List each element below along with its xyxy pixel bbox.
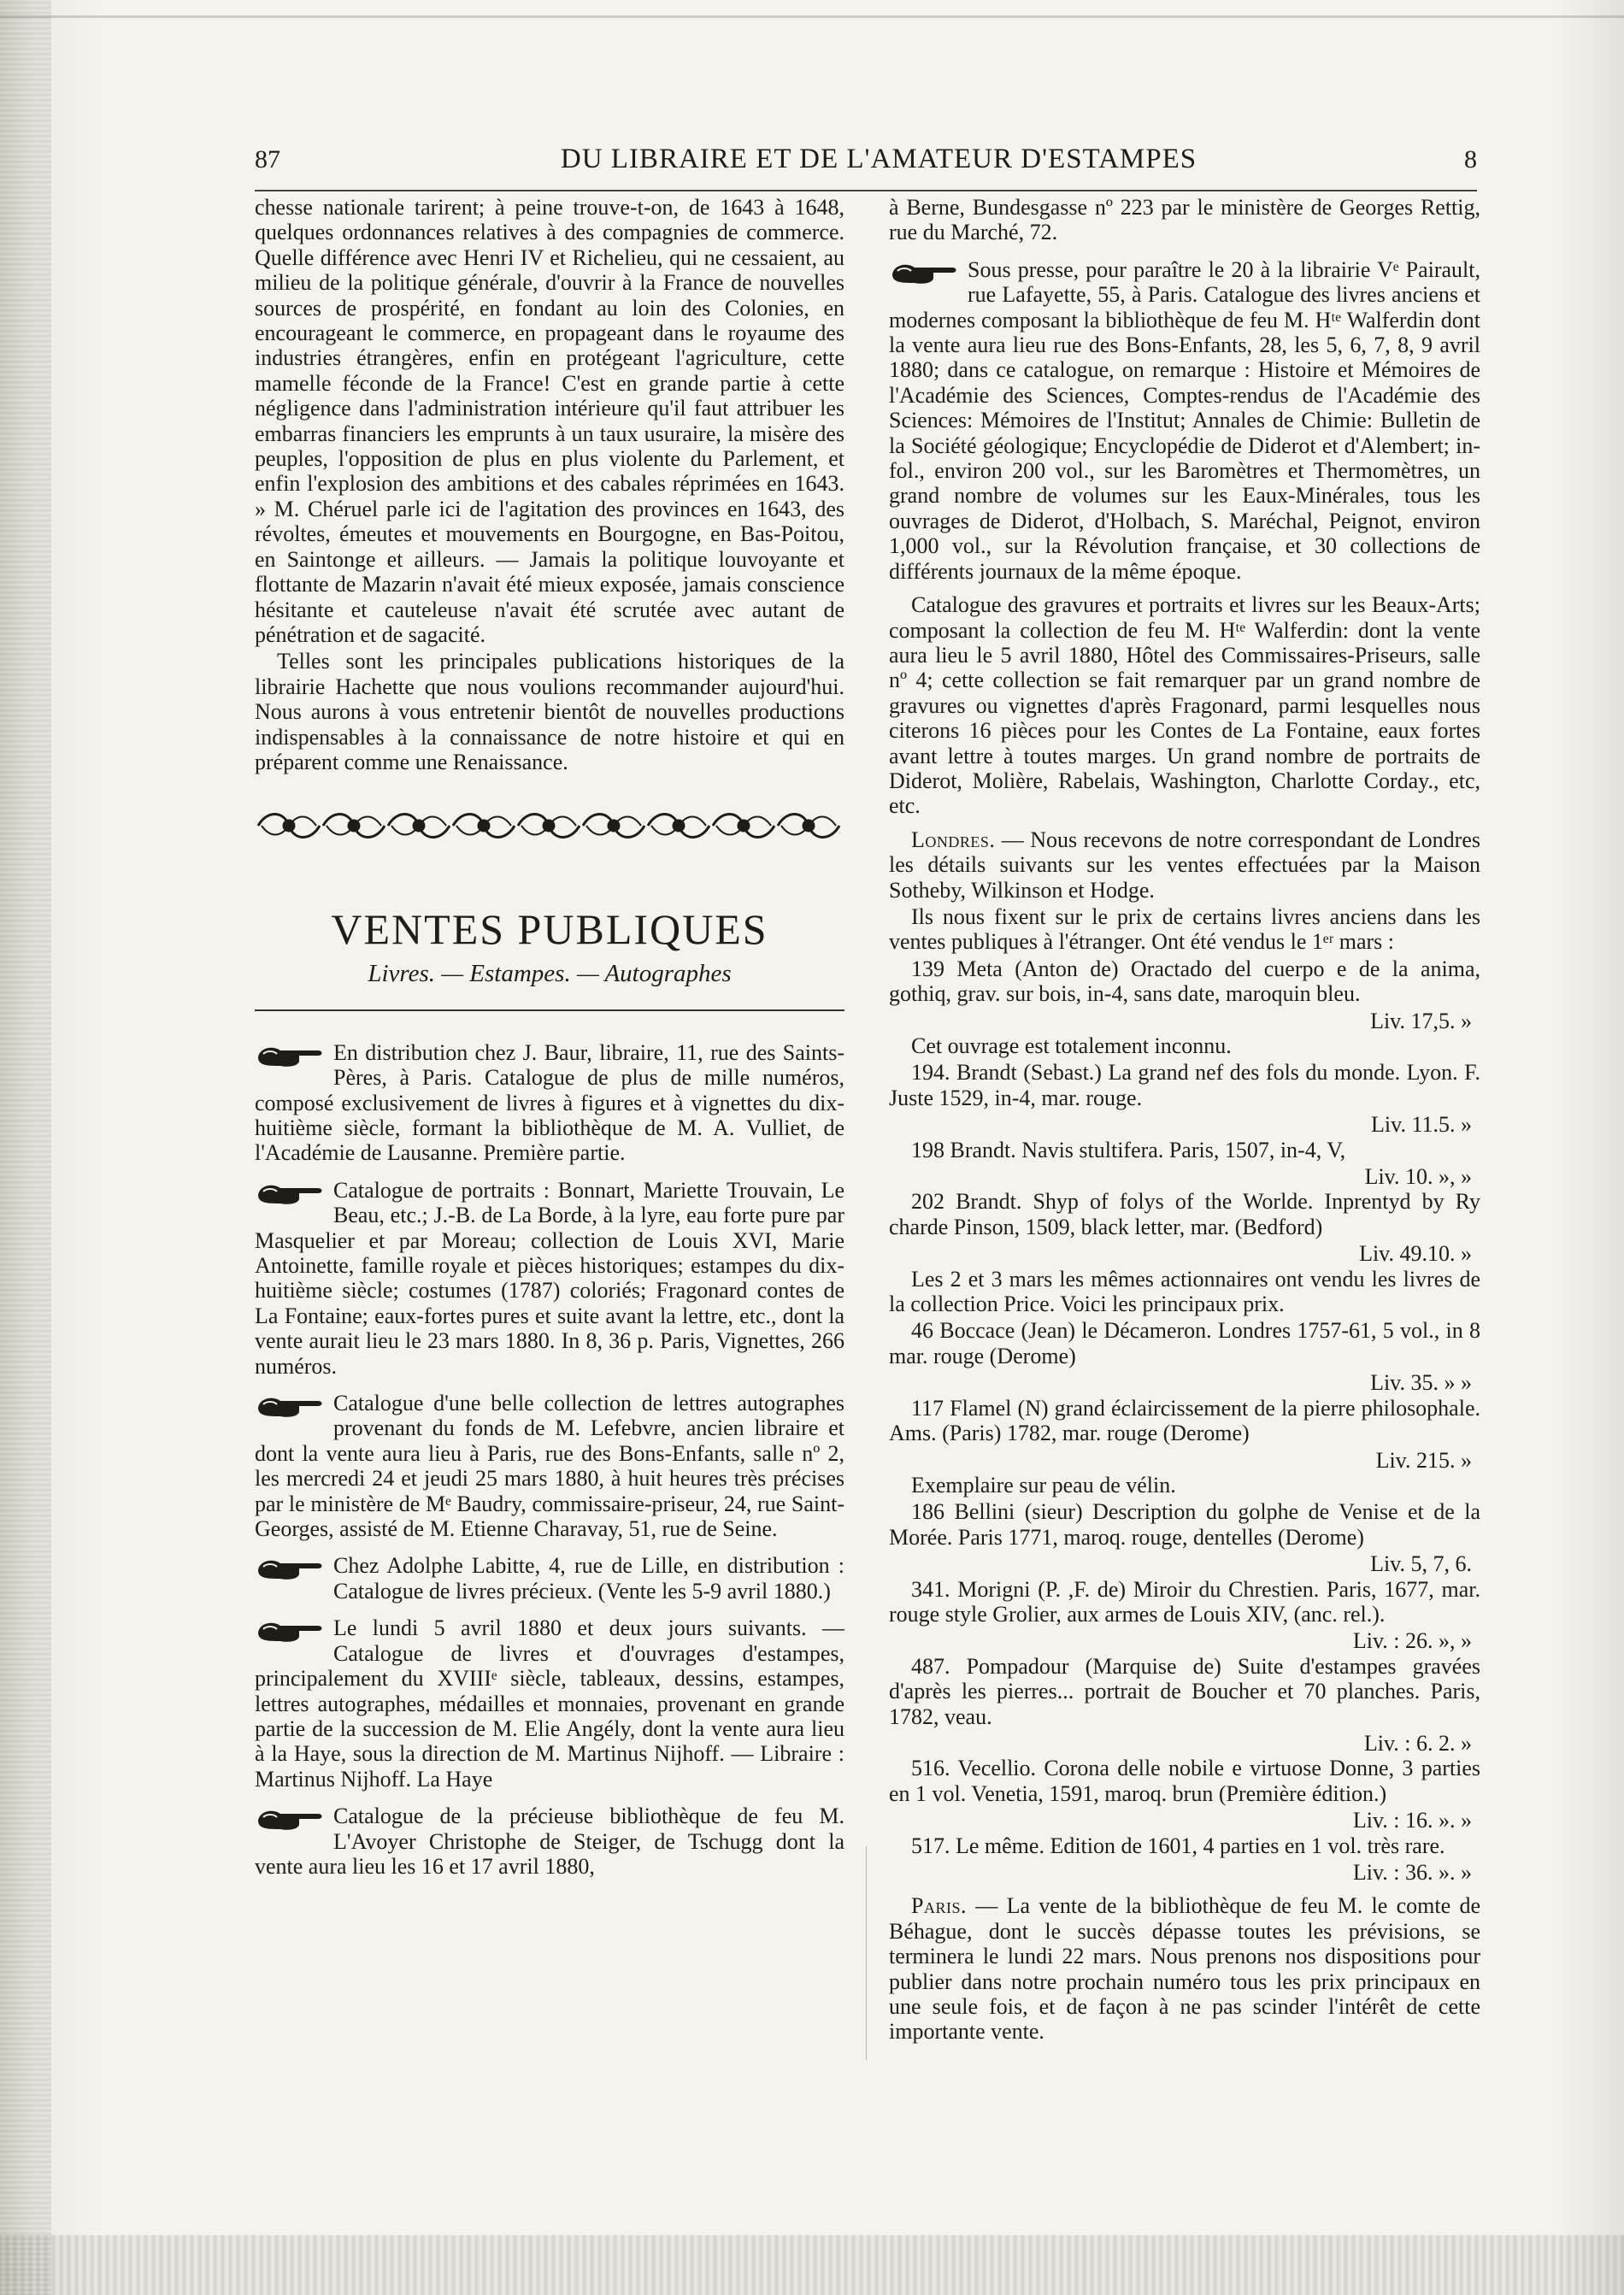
scan-edge-left	[0, 0, 51, 2295]
paragraph-paris	[889, 1893, 1480, 2044]
pointing-hand-icon	[255, 1391, 325, 1420]
lot-price: Liv. : 6. 2. »	[1363, 1730, 1472, 1756]
lot-price: Liv. 5, 7, 6.	[1370, 1551, 1472, 1577]
scan-top-line	[0, 15, 1624, 18]
pointing-hand-icon	[255, 1178, 325, 1207]
lot-price: Liv. : 26. », »	[1352, 1628, 1472, 1654]
lot-entry: 198 Brandt. Navis stultifera. Paris, 1507, in-4, V,	[911, 1137, 1346, 1162]
lot-price: Liv. 17,5. »	[1370, 1008, 1472, 1033]
sale-notice	[889, 257, 1480, 584]
decorative-scroll-band	[255, 807, 844, 844]
sale-notice	[255, 1178, 844, 1379]
paragraph: chesse nationale tarirent; à peine trouve-t-on, de 1643 à 1648, quelques ordonnances relatives à des compagnies de commerce. Quelle différence avec Henri IV et Richelieu, qui ne cessaient, au milieu de la politique générale, d'ouvrir à la France de nouvelles sources de prospérité, en fondant au loin des Colonies, en encourageant le commerce, en propageant dans le royaume des industries étrangères, enfin en protégeant l'agriculture, cette mamelle féconde de la France! C'est en grande partie à cette négligence dans l'administration intérieure qu'il faut attribuer les embarras financiers les emprunts à un taux usuraire, la misère des peuples, l'opposition de plus en plus violente du Parlement, et enfin l'explosion des ambitions et des cabales réprimées en 1643. » M. Chéruel parle ici de l'agitation des provinces en 1643, des révoltes, émeutes et mouvements en Bourgogne, en Bas-Poitou, en Saintonge et ailleurs. — Jamais la politique louvoyante et flottante de Mazarin n'avait été mieux exposée, jamais conscience hésitante et cauteleuse n'avait été scrutée avec autant de pénétration et de sagacité.	[255, 195, 844, 647]
pointing-hand-icon	[255, 1804, 325, 1833]
sale-notice	[255, 1040, 844, 1166]
lot-entry: 516. Vecellio. Corona delle nobile e virtuose Donne, 3 parties en 1 vol. Venetia, 1591, maroq. brun (Première édition.)	[889, 1756, 1480, 1806]
paragraph: Ils nous fixent sur le prix de certains livres anciens dans les ventes publiques à l'étranger. Ont été vendus le 1ᵉʳ mars :	[889, 903, 1480, 955]
lot-note: Cet ouvrage est totalement inconnu.	[911, 1033, 1232, 1058]
lot-price: Liv. 49.10. »	[1359, 1241, 1472, 1267]
sale-notice	[255, 1553, 844, 1604]
section-title: VENTES PUBLIQUES	[331, 904, 768, 953]
lot-entry: 46 Boccace (Jean) le Décameron. Londres 1757-61, 5 vol., in 8 mar. rouge (Derome)	[889, 1318, 1480, 1368]
header-rule	[255, 190, 1477, 191]
sale-notice-text: En distribution chez J. Baur, libraire, 11, rue des Saints-Pères, à Paris. Catalogue de plus de mille numéros, composé exclusivement de livres à figures et à vignettes du dix-huitième siècle, formant la bibliothèque de M. A. Vulliet, de l'Académie de Lausanne. Première partie.	[255, 1039, 844, 1166]
lot-entry: 186 Bellini (sieur) Description du golphe de Venise et de la Morée. Paris 1771, maroq. rouge, dentelles (Derome)	[889, 1499, 1480, 1550]
lot-price: Liv. 10. », »	[1364, 1164, 1472, 1190]
paragraph: Catalogue des gravures et portraits et livres sur les Beaux-Arts; composant la collection de feu M. Hᵗᵉ Walferdin: dont la vente aura lieu le 5 avril 1880, Hôtel des Commissaires-Priseurs, salle nº 4; cette collection se fait remarquer par un grand nombre de gravures ou vignettes d'après Fragonard, parmi lesquelles nous citerons 16 pièces pour les Contes de La Fontaine, eaux fortes avant lettre à toutes marges. Un grand nombre de portraits de Diderot, Molière, Rabelais, Washington, Charlotte Corday., etc, etc.	[889, 592, 1480, 819]
left-column	[255, 195, 844, 1887]
lot-entry: 341. Morigni (P. ,F. de) Miroir du Chrestien. Paris, 1677, mar. rouge style Grolier, aux armes de Louis XIV, (anc. rel.).	[889, 1576, 1480, 1627]
city-label: Paris.	[911, 1893, 967, 1919]
lot-price: Liv. 215. »	[1375, 1447, 1472, 1473]
city-label: Londres.	[911, 827, 996, 852]
page-number-left: 87	[255, 145, 280, 174]
sale-notice	[255, 1391, 844, 1541]
lot-note: Exemplaire sur peau de vélin.	[911, 1472, 1176, 1498]
right-column	[889, 195, 1480, 2046]
scan-edge-bottom	[0, 2235, 1624, 2295]
paragraph-text: — Nous recevons de notre correspondant de Londres les détails suivants sur les ventes effectuées par la Maison Sotheby, Wilkinson et Hodge.	[889, 827, 1480, 903]
lot-entry: 202 Brandt. Shyp of folys of the Worlde. Inprentyd by Ry charde Pinson, 1509, black letter, mar. (Bedford)	[889, 1189, 1480, 1239]
paragraph-london	[889, 827, 1480, 903]
lot-price: Liv. 11.5. »	[1371, 1112, 1472, 1138]
lot-price: Liv. : 16. ». »	[1352, 1808, 1472, 1833]
column-divider-mark	[866, 1846, 867, 2060]
lot-price: Liv. : 36. ». »	[1352, 1860, 1472, 1885]
section-subtitle: Livres. — Estampes. — Autographes	[368, 959, 732, 987]
page-number-right: 8	[1464, 145, 1477, 174]
lot-entry: 487. Pompadour (Marquise de) Suite d'estampes gravées d'après les pierres... portrait de Boucher et 70 planches. Paris, 1782, veau.	[889, 1653, 1480, 1729]
lot-entry: 194. Brandt (Sebast.) La grand nef des fols du monde. Lyon. F. Juste 1529, in-4, mar. rouge.	[889, 1060, 1480, 1110]
paragraph: Les 2 et 3 mars les mêmes actionnaires ont vendu les livres de la collection Price. Voici les principaux prix.	[889, 1266, 1480, 1317]
lot-price: Liv. 35. » »	[1370, 1370, 1472, 1396]
sale-notice-text: Catalogue de la précieuse bibliothèque de feu M. L'Avoyer Christophe de Steiger, de Tschugg dont la vente aura lieu les 16 et 17 avril 1880,	[255, 1804, 844, 1879]
sale-notice-text: Chez Adolphe Labitte, 4, rue de Lille, en distribution : Catalogue de livres précieux. (Vente les 5-9 avril 1880.)	[333, 1553, 844, 1604]
pointing-hand-icon	[255, 1553, 325, 1582]
running-title: DU LIBRAIRE ET DE L'AMATEUR D'ESTAMPES	[560, 144, 1197, 174]
section-rule	[255, 1009, 844, 1011]
sale-notice	[255, 1804, 844, 1879]
paragraph-text: — La vente de la bibliothèque de feu M. le comte de Béhague, dont le succès dépasse toutes les prévisions, se terminera le lundi 22 mars. Nous prenons nos dispositions pour publier dans notre prochain numéro tous les prix principaux en une seule fois, et de façon à ne pas scinder l'intérêt de cette importante vente.	[889, 1893, 1480, 2045]
lot-entry: 517. Le même. Edition de 1601, 4 parties en 1 vol. très rare.	[911, 1833, 1445, 1858]
pointing-hand-icon	[255, 1040, 325, 1069]
sale-notice-text: Catalogue d'une belle collection de lettres autographes provenant du fonds de M. Lefebvre, ancien libraire et dont la vente aura lieu à Paris, rue des Bons-Enfants, salle nº 2, les mercredi 24 et jeudi 25 mars 1880, à huit heures très précises par le ministère de Mᵉ Baudry, commissaire-priseur, 24, rue Saint-Georges, assisté de M. Etienne Charavay, 51, rue de Seine.	[255, 1391, 844, 1542]
lot-entry: 139 Meta (Anton de) Oractado del cuerpo e de la anima, gothiq, grav. sur bois, in-4, sans date, maroquin bleu.	[889, 956, 1480, 1007]
sale-notice-text: Sous presse, pour paraître le 20 à la librairie Vᵉ Pairault, rue Lafayette, 55, à Paris. Catalogue des livres anciens et modernes composant la bibliothèque de feu M. Hᵗᵉ Walferdin dont la vente aura lieu rue des Bons-Enfants, 28, les 5, 6, 7, 8, 9 avril 1880; dans ce catalogue, on remarque : Histoire et Mémoires de l'Académie des Sciences, Comptes-rendus de l'Académie des Sciences: Mémoires de l'Institut; Annales de Chimie: Bulletin de la Société géologique; Encyclopédie de Diderot et d'Alembert; in-fol., environ 200 vol., sur les Baromètres et Thermomètres, un grand nombre de volumes sur les Eaux-Minérales, tous les ouvrages de Diderot, d'Holbach, S. Maréchal, Peignot, environ 1,000 vol., sur la Révolution française, et 30 collections de différents journaux de la même époque.	[889, 256, 1480, 584]
page-header	[255, 144, 1477, 186]
sale-notice-text: Le lundi 5 avril 1880 et deux jours suivants. — Catalogue de livres et d'ouvrages d'estampes, principalement du XVIIIᵉ siècle, tableaux, dessins, estampes, lettres autographes, médailles et monnaies, provenant en grande partie de la succession de M. Elie Angély, dont la vente aura lieu à la Haye, sous la direction de M. Martinus Nijhoff. — Libraire : Martinus Nijhoff. La Haye	[255, 1615, 844, 1792]
pointing-hand-icon	[255, 1615, 325, 1645]
paragraph: à Berne, Bundesgasse nº 223 par le ministère de Georges Rettig, rue du Marché, 72.	[889, 195, 1480, 245]
paragraph: Telles sont les principales publications historiques de la librairie Hachette que nous voulions recommander aujourd'hui. Nous aurons à vous entretenir bientôt de nouvelles productions indispensables à la connaissance de notre histoire et qui en préparent comme une Renaissance.	[255, 649, 844, 774]
lot-entry: 117 Flamel (N) grand éclaircissement de la pierre philosophale. Ams. (Paris) 1782, mar. rouge (Derome)	[889, 1395, 1480, 1446]
sale-notice	[255, 1615, 844, 1792]
pointing-hand-icon	[889, 257, 959, 286]
sale-notice-text: Catalogue de portraits : Bonnart, Mariette Trouvain, Le Beau, etc.; J.-B. de La Borde, à la lyre, eau forte pure par Masquelier et par Moreau; collection de Louis XVI, Marie Antoinette, famille royale et pièces historiques; estampes du dix-huitième siècle; costumes (1787) coloriés; Fragonard contes de La Fontaine; eaux-fortes pures et suite avant la lettre, etc., dont la vente aurait lieu le 23 mars 1880. In 8, 36 p. Paris, Vignettes, 266 numéros.	[255, 1177, 844, 1379]
